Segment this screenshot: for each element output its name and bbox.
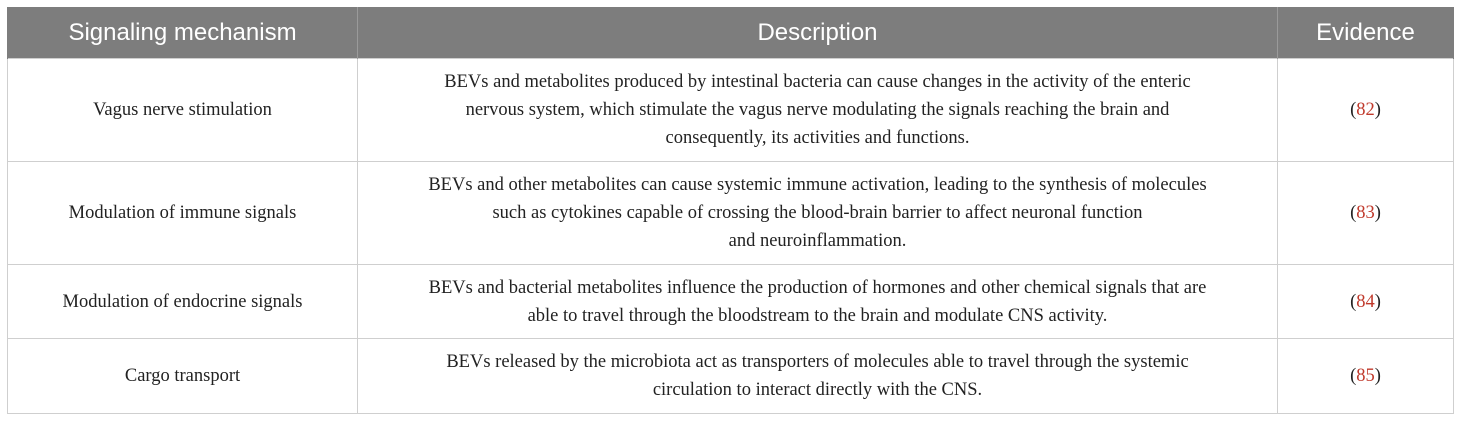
header-signaling-mechanism: Signaling mechanism <box>8 7 358 59</box>
table-row <box>8 59 1454 162</box>
evidence-cell: (83) <box>1278 162 1454 265</box>
header-description: Description <box>358 7 1278 59</box>
mechanism-cell: Vagus nerve stimulation <box>8 59 358 162</box>
signaling-mechanisms-table <box>7 7 1454 414</box>
description-line: BEVs and bacterial metabolites influence the production of hormones and other chemical signals that are <box>428 277 1207 298</box>
evidence-cell: (82) <box>1278 59 1454 162</box>
description-cell <box>358 339 1278 414</box>
evidence-cell: (85) <box>1278 339 1454 414</box>
description-line: BEVs released by the microbiota act as transporters of molecules able to travel through the systemic <box>446 352 1189 372</box>
table-row <box>8 162 1454 265</box>
citation-link[interactable]: 83 <box>1356 203 1375 223</box>
description-line: able to travel through the bloodstream to the brain and modulate CNS activity. <box>527 305 1108 326</box>
table-row <box>8 339 1454 414</box>
mechanism-cell: Cargo transport <box>8 339 358 414</box>
table-header-row <box>8 7 1454 59</box>
description-cell <box>358 265 1278 339</box>
citation-link[interactable]: 82 <box>1356 100 1375 120</box>
mechanism-cell: Modulation of endocrine signals <box>8 265 358 339</box>
header-evidence: Evidence <box>1278 7 1454 59</box>
mechanism-cell: Modulation of immune signals <box>8 162 358 265</box>
description-line: consequently, its activities and functions. <box>665 128 970 148</box>
description-line: BEVs and metabolites produced by intestinal bacteria can cause changes in the activity of the enteric <box>444 72 1191 92</box>
description-line: nervous system, which stimulate the vagus nerve modulating the signals reaching the brain and <box>465 100 1170 120</box>
evidence-cell: (84) <box>1278 265 1454 339</box>
description-cell <box>358 59 1278 162</box>
description-line: circulation to interact directly with the CNS. <box>652 380 983 400</box>
table-row <box>8 265 1454 339</box>
description-line: BEVs and other metabolites can cause systemic immune activation, leading to the synthesis of molecules <box>428 175 1207 195</box>
description-cell <box>358 162 1278 265</box>
description-line: and neuroinflammation. <box>728 231 907 251</box>
description-line: such as cytokines capable of crossing the blood-brain barrier to affect neuronal function <box>492 203 1143 223</box>
citation-link[interactable]: 85 <box>1356 366 1375 386</box>
citation-link[interactable]: 84 <box>1356 291 1375 312</box>
